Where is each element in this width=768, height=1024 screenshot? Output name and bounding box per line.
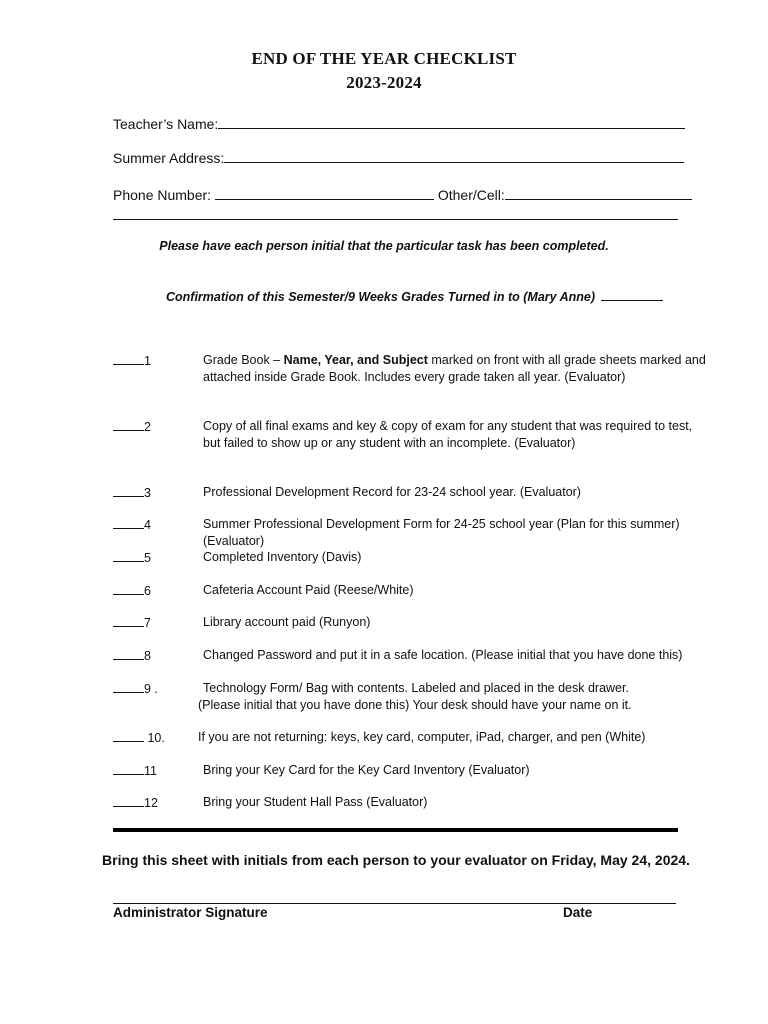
phone-field[interactable] bbox=[113, 186, 692, 203]
item-text: Cafeteria Account Paid (Reese/White) bbox=[203, 583, 414, 597]
initial-blank[interactable] bbox=[113, 614, 144, 627]
item-number: 10. bbox=[144, 731, 165, 745]
item-number: 6 bbox=[144, 584, 151, 598]
item-number: 4 bbox=[144, 518, 151, 532]
phone-label: Phone Number: bbox=[113, 187, 212, 203]
administrator-signature-label: Administrator Signature bbox=[113, 905, 268, 920]
item-number: 11 bbox=[144, 764, 157, 778]
item-number: 5 bbox=[144, 551, 151, 565]
initial-blank[interactable] bbox=[113, 762, 144, 775]
item-text: Library account paid (Runyon) bbox=[203, 615, 371, 629]
item-number: 2 bbox=[144, 420, 151, 434]
item-text: Copy of all final exams and key & copy of exam for any student that was required to test, but failed to show up or any student with an incomplete. (Evaluator) bbox=[203, 419, 693, 450]
initial-blank[interactable] bbox=[113, 484, 144, 497]
date-label: Date bbox=[563, 905, 593, 920]
initial-blank[interactable] bbox=[113, 647, 144, 660]
grades-confirmation bbox=[166, 288, 663, 304]
initial-blank[interactable] bbox=[113, 729, 144, 742]
teacher-name-blank[interactable] bbox=[218, 115, 685, 129]
separator-line bbox=[113, 219, 678, 220]
bring-sheet-note: Bring this sheet with initials from each person to your evaluator on Friday, May 24, 2024. bbox=[102, 852, 690, 868]
item-text: Grade Book – Name, Year, and Subject marked on front with all grade sheets marked and attached inside Grade Book. Includes every grade taken all year. (Evaluator) bbox=[203, 353, 706, 384]
other-cell-label: Other/Cell: bbox=[437, 187, 505, 203]
initial-blank[interactable] bbox=[113, 549, 144, 562]
summer-address-blank[interactable] bbox=[224, 149, 684, 163]
item-number: 12 bbox=[144, 796, 158, 810]
item-text: Professional Development Record for 23-24 school year. (Evaluator) bbox=[203, 485, 581, 499]
summer-address-field[interactable] bbox=[113, 149, 684, 166]
initial-blank[interactable] bbox=[113, 516, 144, 529]
phone-blank[interactable] bbox=[215, 186, 434, 200]
item-text: Changed Password and put it in a safe location. (Please initial that you have done this) bbox=[203, 648, 683, 662]
document-title: END OF THE YEAR CHECKLIST bbox=[251, 49, 517, 68]
initial-blank[interactable] bbox=[113, 352, 144, 365]
grades-confirmation-text: Confirmation of this Semester/9 Weeks Grades Turned in to (Mary Anne) bbox=[166, 290, 596, 304]
instructions-note: Please have each person initial that the particular task has been completed. bbox=[159, 239, 609, 253]
initial-blank[interactable] bbox=[113, 418, 144, 431]
initial-blank[interactable] bbox=[113, 582, 144, 595]
item-number: 1 bbox=[144, 354, 151, 368]
initial-blank[interactable] bbox=[113, 680, 144, 693]
grades-confirmation-blank[interactable] bbox=[601, 288, 663, 301]
item-text: If you are not returning: keys, key card, computer, iPad, charger, and pen (White) bbox=[198, 730, 646, 744]
other-cell-blank[interactable] bbox=[505, 186, 692, 200]
initial-blank[interactable] bbox=[113, 794, 144, 807]
item-text: Bring your Key Card for the Key Card Inventory (Evaluator) bbox=[203, 763, 530, 777]
document-year: 2023-2024 bbox=[346, 73, 422, 92]
item-text: Technology Form/ Bag with contents. Labeled and placed in the desk drawer. (Please initial that you have done this) Your desk should have your name on it. bbox=[198, 681, 632, 712]
item-number: 3 bbox=[144, 486, 151, 500]
item-number: 7 bbox=[144, 616, 151, 630]
item-text: Summer Professional Development Form for 24-25 school year (Plan for this summer) (Evaluator) bbox=[203, 517, 680, 548]
item-number: 9 . bbox=[144, 682, 158, 696]
item-text: Bring your Student Hall Pass (Evaluator) bbox=[203, 795, 428, 809]
item-bold-text: Name, Year, and Subject bbox=[283, 353, 428, 367]
item-text: Completed Inventory (Davis) bbox=[203, 550, 362, 564]
teacher-name-field[interactable] bbox=[113, 115, 685, 132]
teacher-name-label: Teacher’s Name: bbox=[113, 116, 219, 132]
thick-divider bbox=[113, 828, 678, 832]
item-number: 8 bbox=[144, 649, 151, 663]
signature-line[interactable] bbox=[113, 903, 676, 904]
summer-address-label: Summer Address: bbox=[113, 150, 225, 166]
